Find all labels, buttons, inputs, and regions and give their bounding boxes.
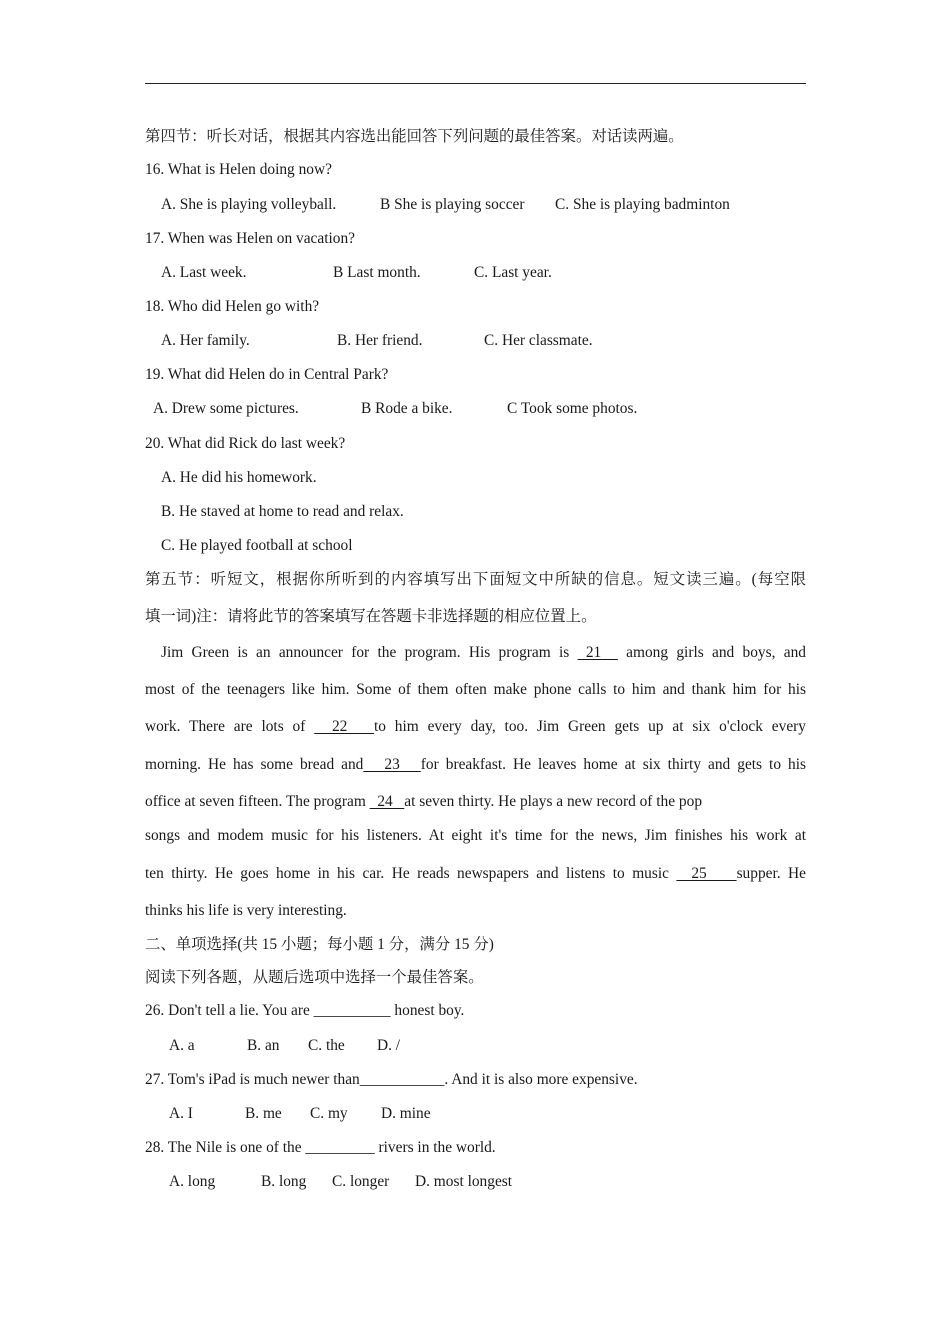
option-28-b: B. long — [261, 1173, 307, 1190]
option-19-c: C Took some photos. — [507, 400, 638, 417]
passage-line-4 — [145, 755, 806, 775]
question-18: 18. Who did Helen go with? — [145, 298, 320, 315]
option-28-a: A. long — [169, 1173, 216, 1190]
passage-text: work. There are lots of — [145, 718, 315, 735]
passage-text: Jim Green is an announcer for the program. His program is — [161, 644, 578, 661]
option-26-b: B. an — [247, 1037, 280, 1054]
option-27-d: D. mine — [381, 1105, 431, 1122]
question-27: 27. Tom's iPad is much newer than___________. And it is also more expensive. — [145, 1071, 638, 1088]
option-28-c: C. longer — [332, 1173, 390, 1190]
passage-text: office at seven fifteen. The program — [145, 793, 370, 810]
passage-line-1 — [145, 643, 806, 663]
option-18-b: B. Her friend. — [337, 332, 423, 349]
section4-heading: 第四节：听长对话，根据其内容选出能回答下列问题的最佳答案。对话读两遍。 — [145, 128, 684, 145]
option-20-b: B. He staved at home to read and relax. — [161, 503, 404, 520]
blank-22: 22 — [314, 718, 374, 735]
question-16: 16. What is Helen doing now? — [145, 161, 332, 178]
option-27-b: B. me — [245, 1105, 282, 1122]
option-16-b: B She is playing soccer — [380, 196, 525, 213]
option-26-c: C. the — [308, 1037, 345, 1054]
passage-text: morning. He has some bread and — [145, 756, 364, 773]
blank-25: 25 — [676, 865, 737, 882]
passage-line-5 — [145, 792, 806, 812]
option-17-a: A. Last week. — [161, 264, 247, 281]
option-17-b: B Last month. — [333, 264, 421, 281]
passage-text: ten thirty. He goes home in his car. He reads newspapers and listens to music — [145, 865, 677, 882]
option-19-b: B Rode a bike. — [361, 400, 453, 417]
option-26-d: D. / — [377, 1037, 401, 1054]
passage-text: at seven thirty. He plays a new record of the pop — [404, 793, 703, 810]
option-17-c: C. Last year. — [474, 264, 552, 281]
question-28: 28. The Nile is one of the _________ rivers in the world. — [145, 1139, 496, 1156]
passage-line-2: most of the teenagers like him. Some of them often make phone calls to him and thank him for his — [145, 681, 806, 698]
blank-23: 23 — [363, 756, 421, 773]
part2-instruction: 阅读下列各题，从题后选项中选择一个最佳答案。 — [145, 969, 484, 986]
section5-heading-line1: 第五节：听短文，根据你所听到的内容填写出下面短文中所缺的信息。短文读三遍。(每空限 — [145, 571, 806, 588]
passage-line-6: songs and modem music for his listeners. At eight it's time for the news, Jim finishes his work at — [145, 827, 806, 844]
part2-heading: 二、单项选择(共 15 小题；每小题 1 分，满分 15 分) — [145, 936, 494, 953]
option-18-a: A. Her family. — [161, 332, 250, 349]
blank-21: 21 — [577, 644, 618, 661]
option-27-c: C. my — [310, 1105, 348, 1122]
blank-24: 24 — [369, 793, 405, 810]
passage-text: among girls and boys, and — [617, 644, 806, 661]
passage-text: to him every day, too. Jim Green gets up at six o'clock every — [373, 718, 806, 735]
option-28-d: D. most longest — [415, 1173, 513, 1190]
section5-heading-line2: 填一词)注：请将此节的答案填写在答题卡非选择题的相应位置上。 — [145, 608, 597, 625]
passage-text: for breakfast. He leaves home at six thirty and gets to his — [420, 756, 806, 773]
option-18-c: C. Her classmate. — [484, 332, 593, 349]
question-17: 17. When was Helen on vacation? — [145, 230, 355, 247]
option-20-c: C. He played football at school — [161, 537, 353, 554]
passage-line-7 — [145, 864, 806, 884]
option-19-a: A. Drew some pictures. — [153, 400, 299, 417]
header-rule — [145, 83, 806, 84]
question-20: 20. What did Rick do last week? — [145, 435, 346, 452]
passage-line-8: thinks his life is very interesting. — [145, 902, 347, 919]
option-26-a: A. a — [169, 1037, 195, 1054]
option-20-a: A. He did his homework. — [161, 469, 317, 486]
question-26: 26. Don't tell a lie. You are __________ honest boy. — [145, 1002, 465, 1019]
passage-line-3 — [145, 717, 806, 737]
option-27-a: A. I — [169, 1105, 193, 1122]
question-19: 19. What did Helen do in Central Park? — [145, 366, 389, 383]
option-16-c: C. She is playing badminton — [555, 196, 730, 213]
option-16-a: A. She is playing volleyball. — [161, 196, 337, 213]
passage-text: supper. He — [736, 865, 806, 882]
